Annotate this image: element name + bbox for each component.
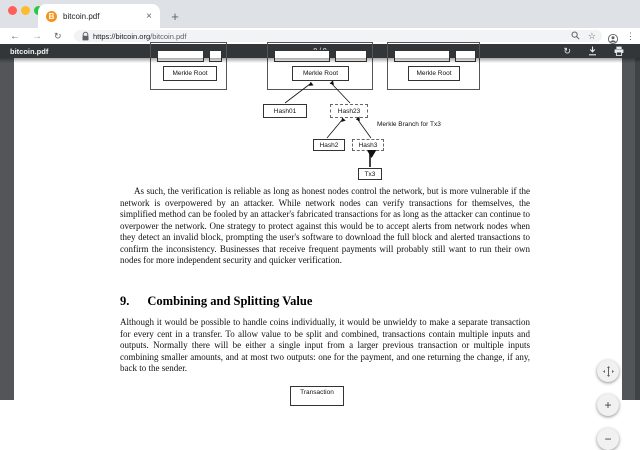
fit-page-button[interactable] (597, 360, 619, 382)
merkle-root-box-1: Merkle Root (163, 66, 217, 81)
url-text (93, 32, 186, 41)
paragraph-combining: Although it would be possible to handle coins individually, it would be unwieldy to make a separate transaction for every cent in a transfer. To allow value to be split and combined, transactions contain multiple inputs and outputs. Normally there will be either a single input from a larger previous transaction or multiple inputs combining smaller amounts, and at most two outputs: one for the payment, and one returning the change, if any, back to the sender. (120, 317, 530, 373)
window-close-icon[interactable] (8, 6, 17, 15)
bookmark-star-icon[interactable]: ☆ (587, 30, 596, 41)
paragraph-verification: As such, the verification is reliable as long as honest nodes control the network, but is more vulnerable if the network is overpowered by an attacker. While network nodes can verify transactions for themselves, the simplified method can be fooled by an attacker's fabricated transactions for as long as the attacker can continue to overpower the network. One strategy to protect against this would be to accept alerts from network nodes when they detect an invalid block, prompting the user's software to download the full block and alerted transactions to confirm the inconsistency. Businesses that receive frequent payments will probably still want to run their own nodes for more independent security and quicker verification. (120, 186, 530, 265)
fit-page-icon (603, 366, 614, 377)
merkle-branch-label: Merkle Branch for Tx3 (377, 121, 441, 128)
tab-bitcoin-pdf[interactable] (38, 4, 160, 28)
pdf-page (14, 58, 622, 400)
tx3-box: Tx3 (358, 168, 382, 180)
transaction-box: Transaction (290, 386, 344, 406)
scrollbar[interactable] (635, 58, 640, 400)
hash2-box: Hash2 (313, 139, 345, 151)
window-minimize-icon[interactable] (21, 6, 30, 15)
reload-button[interactable]: ↻ (54, 30, 62, 41)
print-icon[interactable] (614, 46, 624, 56)
url-path: /bitcoin.pdf (150, 31, 187, 41)
new-tab-button[interactable]: + (171, 8, 179, 24)
pdf-content-area[interactable] (0, 58, 640, 446)
zoom-page-icon[interactable] (571, 27, 580, 45)
browser-menu-icon[interactable]: ⋮ (626, 30, 635, 41)
diagram-arrows (14, 58, 622, 400)
back-button[interactable]: ← (10, 30, 20, 42)
zoom-in-button[interactable]: + (597, 394, 619, 416)
hash23-box: Hash23 (330, 104, 368, 118)
bitcoin-favicon-icon: B (46, 11, 57, 22)
hash3-box: Hash3 (352, 139, 384, 151)
hash01-box: Hash01 (263, 104, 307, 118)
section-number: 9. (120, 294, 130, 308)
tab-strip (0, 0, 640, 28)
address-bar[interactable] (74, 30, 602, 42)
pdf-filename: bitcoin.pdf (10, 46, 49, 56)
lock-icon (82, 32, 89, 41)
merkle-root-box-3: Merkle Root (408, 66, 460, 81)
zoom-out-button[interactable]: − (597, 428, 619, 450)
download-icon[interactable] (588, 46, 597, 56)
merkle-root-box-2: Merkle Root (292, 66, 349, 81)
tab-title: bitcoin.pdf (63, 11, 100, 21)
rotate-icon[interactable]: ↻ (563, 45, 571, 56)
tab-close-icon[interactable]: × (146, 10, 152, 22)
url-host: https://bitcoin.org (93, 31, 151, 41)
forward-button[interactable]: → (32, 30, 42, 42)
section-title: Combining and Splitting Value (147, 294, 313, 308)
